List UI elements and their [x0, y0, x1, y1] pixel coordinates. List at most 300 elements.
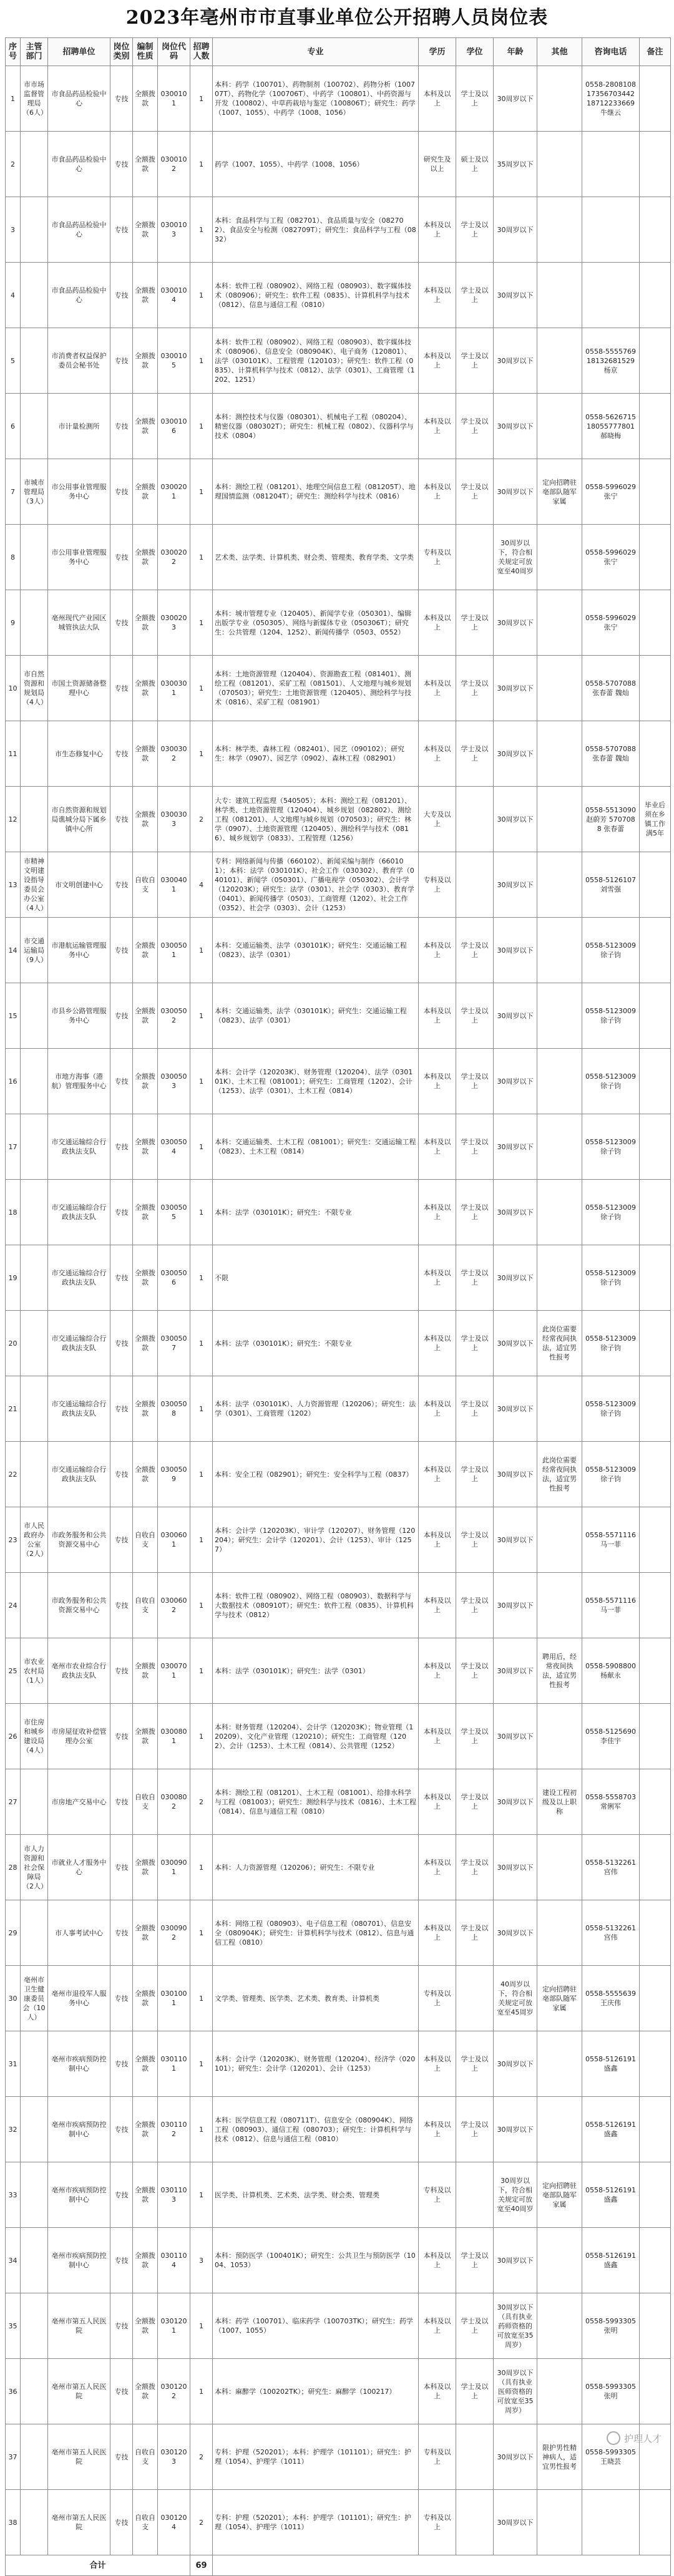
cell-nature: 全额拨款	[133, 1180, 158, 1245]
cell-degree: 学士及以上	[456, 656, 494, 721]
cell-no: 31	[6, 2031, 21, 2097]
cell-other	[537, 2097, 582, 2162]
cell-edu: 本科及以上	[419, 721, 456, 787]
cell-code: 0300506	[158, 1245, 190, 1311]
cell-phone	[582, 2490, 640, 2555]
cell-phone: 0558-5996029 张宁	[582, 590, 640, 656]
table-row	[6, 197, 671, 263]
cell-no: 32	[6, 2097, 21, 2162]
cell-nature: 全额拨款	[133, 2031, 158, 2097]
cell-dept	[21, 394, 48, 459]
cell-note	[640, 1507, 671, 1573]
header-cell: 备注	[640, 38, 671, 66]
table-row	[6, 1573, 671, 1638]
cell-edu: 本科及以上	[419, 2097, 456, 2162]
cell-dept	[21, 525, 48, 590]
cell-other	[537, 721, 582, 787]
cell-code: 0300501	[158, 918, 190, 983]
cell-note	[640, 2228, 671, 2293]
cell-edu: 专科及以上	[419, 2162, 456, 2228]
cell-other	[537, 918, 582, 983]
cell-degree: 学士及以上	[456, 2228, 494, 2293]
cell-no: 23	[6, 1507, 21, 1573]
cell-edu: 本科及以上	[419, 918, 456, 983]
cell-no: 20	[6, 1311, 21, 1376]
cell-age: 30周岁以下	[494, 328, 537, 394]
cell-no: 22	[6, 1442, 21, 1507]
cell-cat: 专技	[110, 66, 133, 132]
cell-cat: 专技	[110, 2293, 133, 2359]
cell-nature: 自收自支	[133, 1507, 158, 1573]
table-row	[6, 1769, 671, 1835]
cell-phone: 0558-5125690 李佳宇	[582, 1704, 640, 1769]
cell-phone: 0558-5126107 刘雪强	[582, 852, 640, 918]
cell-major: 本科：预防医学（100401K）；研究生：公共卫生与预防医学（1004、1053）	[213, 2228, 419, 2293]
cell-phone	[582, 197, 640, 263]
cell-code: 0300201	[158, 459, 190, 525]
cell-phone: 0558-5555769 18132681529 杨京	[582, 328, 640, 394]
cell-num: 2	[190, 1769, 213, 1835]
cell-phone: 0558-5513090 赵蔚芳 5707088 张春蕾	[582, 787, 640, 852]
cell-unit: 市政务服务和公共资源交易中心	[48, 1573, 110, 1638]
cell-unit: 市国土资源储备整理中心	[48, 656, 110, 721]
cell-cat: 专技	[110, 2228, 133, 2293]
cell-major: 本科：测绘工程（081201）、地理空间信息工程（081205T）、地理国情监测（081204T）；研究生：测绘科学与技术（0816）	[213, 459, 419, 525]
cell-dept	[21, 2359, 48, 2424]
cell-other	[537, 1114, 582, 1180]
cell-nature: 自收自支	[133, 852, 158, 918]
cell-note	[640, 1704, 671, 1769]
cell-nature: 全额拨款	[133, 1376, 158, 1442]
cell-unit: 亳州市第五人民医院	[48, 2490, 110, 2555]
cell-dept	[21, 328, 48, 394]
cell-major: 医学类、计算机类、艺术类、法学类、财会类、管理类	[213, 2162, 419, 2228]
cell-no: 16	[6, 1049, 21, 1114]
cell-phone: 0558-5571116 马一菲	[582, 1573, 640, 1638]
watermark	[607, 2431, 662, 2445]
cell-code: 0300106	[158, 394, 190, 459]
cell-num: 1	[190, 1245, 213, 1311]
cell-no: 10	[6, 656, 21, 721]
cell-dept: 市住房和城乡建设局（4人）	[21, 1704, 48, 1769]
cell-note	[640, 918, 671, 983]
cell-other	[537, 983, 582, 1049]
total-label: 合计	[6, 2555, 190, 2576]
cell-age: 35周岁以下	[494, 132, 537, 197]
cell-major: 艺术类、法学类、计算机类、财会类、管理类、教育学类、文学类	[213, 525, 419, 590]
cell-nature: 全额拨款	[133, 918, 158, 983]
cell-dept: 市人力资源和社会保障局（2人）	[21, 1835, 48, 1900]
cell-cat: 专技	[110, 1114, 133, 1180]
cell-num: 1	[190, 525, 213, 590]
cell-other: 此岗位需要经常夜间执法，适宜男性报考	[537, 1442, 582, 1507]
cell-unit: 市计量检测所	[48, 394, 110, 459]
cell-phone: 0558-5123009 徐子钧	[582, 1442, 640, 1507]
cell-phone: 0558-5123009 徐子钧	[582, 1376, 640, 1442]
cell-degree: 学士及以上	[456, 1180, 494, 1245]
cell-age: 30周岁以下	[494, 1114, 537, 1180]
cell-degree: 学士及以上	[456, 1704, 494, 1769]
cell-edu: 本科及以上	[419, 2031, 456, 2097]
cell-degree: 学士及以上	[456, 1900, 494, 1966]
cell-cat: 专技	[110, 852, 133, 918]
cell-no: 28	[6, 1835, 21, 1900]
table-row	[6, 66, 671, 132]
cell-major: 本科：法学（030101K）；研究生：不限专业	[213, 1311, 419, 1376]
cell-edu: 本科及以上	[419, 263, 456, 328]
cell-dept	[21, 1049, 48, 1114]
cell-edu: 本科及以上	[419, 1180, 456, 1245]
cell-major: 药学（1007、1055）、中药学（1008、1056）	[213, 132, 419, 197]
cell-age: 30周岁以下	[494, 2424, 537, 2490]
cell-nature: 全额拨款	[133, 721, 158, 787]
cell-note	[640, 1900, 671, 1966]
cell-phone: 0558-5558703 常俐军	[582, 1769, 640, 1835]
cell-num: 3	[190, 2228, 213, 2293]
cell-cat: 专技	[110, 1180, 133, 1245]
cell-age: 30周岁以下	[494, 852, 537, 918]
table-row	[6, 2359, 671, 2424]
cell-degree: 学士及以上	[456, 1573, 494, 1638]
cell-note	[640, 1835, 671, 1900]
cell-phone: 0558-5126191 盛鑫	[582, 2031, 640, 2097]
cell-num: 1	[190, 328, 213, 394]
cell-dept: 亳州市卫生健康委员会（10人）	[21, 1966, 48, 2031]
cell-major: 大专：建筑工程监理（540505）；本科：测绘工程（081201）、林学类、土地资源管理（120404）、城乡规划（082802）、测绘工程（081201）、人文地理与城乡规划（070503）；研究生：林学（0907）、土地资源管理（120405）、测绘科学与技术（0816）、城乡规划学（0833）、工程管理（1256）	[213, 787, 419, 852]
cell-age: 30周岁以下	[494, 66, 537, 132]
cell-degree: 学士及以上	[456, 1638, 494, 1704]
cell-unit: 市交通运输综合行政执法支队	[48, 1245, 110, 1311]
cell-dept	[21, 2097, 48, 2162]
cell-other	[537, 66, 582, 132]
cell-code: 0300801	[158, 1704, 190, 1769]
table-row	[6, 2293, 671, 2359]
cell-no: 37	[6, 2424, 21, 2490]
cell-cat: 专技	[110, 1835, 133, 1900]
table-row	[6, 1835, 671, 1900]
cell-phone: 0558-5123009 徐子钧	[582, 1311, 640, 1376]
cell-unit: 亳州市退役军人服务中心	[48, 1966, 110, 2031]
cell-other	[537, 132, 582, 197]
cell-unit: 市食品药品检验中心	[48, 197, 110, 263]
cell-note	[640, 1245, 671, 1311]
cell-age: 30周岁以下	[494, 1507, 537, 1573]
cell-note: 毕业后须在乡镇工作满5年	[640, 787, 671, 852]
cell-no: 2	[6, 132, 21, 197]
cell-edu: 本科及以上	[419, 1769, 456, 1835]
cell-code: 0300505	[158, 1180, 190, 1245]
cell-dept: 市农业农村局（1人）	[21, 1638, 48, 1704]
cell-note	[640, 328, 671, 394]
cell-degree	[456, 1966, 494, 2031]
cell-degree: 学士及以上	[456, 983, 494, 1049]
table-row	[6, 1180, 671, 1245]
cell-age: 30周岁以下（具有执业药师资格的可放宽至35周岁）	[494, 2293, 537, 2359]
header-cell: 咨询电话	[582, 38, 640, 66]
cell-code: 0301202	[158, 2359, 190, 2424]
cell-dept	[21, 2424, 48, 2490]
cell-note	[640, 656, 671, 721]
cell-degree: 学士及以上	[456, 1507, 494, 1573]
cell-cat: 专技	[110, 1507, 133, 1573]
table-row	[6, 459, 671, 525]
cell-other	[537, 590, 582, 656]
cell-unit: 市地方海事（港航）管理服务中心	[48, 1049, 110, 1114]
cell-cat: 专技	[110, 1245, 133, 1311]
cell-age: 30周岁以下（具有执业医师资格的可放宽至35周岁）	[494, 2359, 537, 2424]
cell-edu: 本科及以上	[419, 1114, 456, 1180]
cell-num: 1	[190, 983, 213, 1049]
cell-age: 30周岁以下	[494, 459, 537, 525]
cell-no: 21	[6, 1376, 21, 1442]
cell-no: 36	[6, 2359, 21, 2424]
cell-cat: 专技	[110, 1311, 133, 1376]
cell-age: 30周岁以下	[494, 983, 537, 1049]
cell-edu: 专科及以上	[419, 2490, 456, 2555]
cell-code: 0300901	[158, 1835, 190, 1900]
cell-edu: 本科及以上	[419, 197, 456, 263]
cell-age: 30周岁以下	[494, 656, 537, 721]
cell-degree: 学士及以上	[456, 1114, 494, 1180]
cell-note	[640, 394, 671, 459]
cell-nature: 全额拨款	[133, 328, 158, 394]
cell-dept	[21, 983, 48, 1049]
header-cell: 岗位类别	[110, 38, 133, 66]
cell-cat: 专技	[110, 263, 133, 328]
cell-no: 27	[6, 1769, 21, 1835]
cell-unit: 市食品药品检验中心	[48, 66, 110, 132]
cell-cat: 专技	[110, 918, 133, 983]
table-row	[6, 2228, 671, 2293]
cell-nature: 全额拨款	[133, 2359, 158, 2424]
cell-note	[640, 197, 671, 263]
cell-num: 2	[190, 787, 213, 852]
cell-major: 本科：药学（100701）、药物制剂（100702）、药物分析（100707T）、药物化学（100706T）、中药学（100801）、中药资源与开发（100802）、中草药栽培与鉴定（100806T）；研究生：药学（1007、1055）、中药学（1008、1056）	[213, 66, 419, 132]
cell-other	[537, 2031, 582, 2097]
table-row	[6, 590, 671, 656]
cell-num: 1	[190, 918, 213, 983]
cell-unit: 市就业人才服务中心	[48, 1835, 110, 1900]
cell-cat: 专技	[110, 328, 133, 394]
cell-no: 7	[6, 459, 21, 525]
table-row	[6, 1114, 671, 1180]
cell-nature: 自收自支	[133, 2424, 158, 2490]
cell-dept	[21, 1442, 48, 1507]
cell-degree: 学士及以上	[456, 1442, 494, 1507]
cell-major: 本科：软件工程（080902）、网络工程（080903）、数字媒体技术（080906）、信息安全（080904K）、电子商务（120801）、法学（030101K）、工程管理（120103）；研究生：软件工程（0835）、计算机科学与技术（0812）、法学（0301）、工商管理（1202、1251）	[213, 328, 419, 394]
cell-dept: 市交通运输局（9人）	[21, 918, 48, 983]
cell-edu: 本科及以上	[419, 1442, 456, 1507]
cell-dept	[21, 2162, 48, 2228]
cell-cat: 专技	[110, 656, 133, 721]
cell-major: 本科：测绘工程（081201）、土木工程（081001）、给排水科学与工程（081003）；研究生：测绘科学与技术（0816）、土木工程（0814）、信息与通信工程（0810）	[213, 1769, 419, 1835]
cell-note	[640, 1573, 671, 1638]
cell-edu: 本科及以上	[419, 394, 456, 459]
cell-major: 本科：会计学（120203K）、财务管理（120204）、经济学（020101）；研究生：会计学（120201）、会计（1253）	[213, 2031, 419, 2097]
table-row	[6, 1311, 671, 1376]
cell-edu: 本科及以上	[419, 1245, 456, 1311]
cell-note	[640, 2490, 671, 2555]
cell-note	[640, 1376, 671, 1442]
cell-num: 2	[190, 2490, 213, 2555]
cell-code: 0301001	[158, 1966, 190, 2031]
cell-phone: 0558-5571116 马一菲	[582, 1507, 640, 1573]
cell-edu: 研究生及以上	[419, 132, 456, 197]
header-cell: 岗位代码	[158, 38, 190, 66]
table-row	[6, 918, 671, 983]
table-row	[6, 263, 671, 328]
cell-code: 0300601	[158, 1507, 190, 1573]
cell-dept	[21, 197, 48, 263]
cell-phone: 0558-5908800 杨献永	[582, 1638, 640, 1704]
cell-edu: 本科及以上	[419, 2359, 456, 2424]
cell-no: 26	[6, 1704, 21, 1769]
cell-degree: 学士及以上	[456, 66, 494, 132]
cell-cat: 专技	[110, 1704, 133, 1769]
cell-unit: 亳州现代产业园区城管执法大队	[48, 590, 110, 656]
cell-major: 本科：城市管理专业（120405）、新闻学专业（050301）、编辑出版学专业（050305）、网络与新媒体专业（050306T）；研究生：公共管理（1204、1252）、新闻传播学（0503、0552）	[213, 590, 419, 656]
cell-degree	[456, 852, 494, 918]
cell-no: 1	[6, 66, 21, 132]
cell-other: 定向招聘驻亳部队随军家属	[537, 459, 582, 525]
cell-no: 15	[6, 983, 21, 1049]
cell-code: 0300502	[158, 983, 190, 1049]
cell-unit: 市交通运输综合行政执法支队	[48, 1311, 110, 1376]
cell-unit: 亳州市第五人民医院	[48, 2293, 110, 2359]
cell-dept	[21, 263, 48, 328]
cell-phone: 0558-5993305 张明	[582, 2293, 640, 2359]
cell-degree	[456, 525, 494, 590]
cell-major: 文学类、管理类、医学类、艺术类、教育类、计算机类	[213, 1966, 419, 2031]
cell-other	[537, 1376, 582, 1442]
cell-code: 0300104	[158, 263, 190, 328]
cell-edu: 本科及以上	[419, 1638, 456, 1704]
cell-num: 1	[190, 1180, 213, 1245]
cell-edu: 本科及以上	[419, 656, 456, 721]
cell-other: 聘用后，经常夜间执法，适宜男性报考	[537, 1638, 582, 1704]
cell-dept	[21, 1769, 48, 1835]
cell-other	[537, 525, 582, 590]
cell-age: 40周岁以下，符合相关规定可放宽至45周岁	[494, 1966, 537, 2031]
cell-degree: 学士及以上	[456, 1769, 494, 1835]
table-header	[6, 38, 671, 66]
cell-cat: 专技	[110, 1638, 133, 1704]
cell-nature: 全额拨款	[133, 459, 158, 525]
cell-unit: 市生态修复中心	[48, 721, 110, 787]
cell-other	[537, 2359, 582, 2424]
cell-no: 35	[6, 2293, 21, 2359]
positions-table	[5, 37, 671, 2576]
cell-cat: 专技	[110, 787, 133, 852]
cell-no: 13	[6, 852, 21, 918]
cell-nature: 全额拨款	[133, 1114, 158, 1180]
cell-no: 33	[6, 2162, 21, 2228]
cell-no: 5	[6, 328, 21, 394]
cell-edu: 专科及以上	[419, 2424, 456, 2490]
cell-dept: 市自然资源和规划局（4人）	[21, 656, 48, 721]
cell-other: 建设工程初级及以上职称	[537, 1769, 582, 1835]
cell-code: 0300102	[158, 132, 190, 197]
cell-major: 本科：财务管理（120204）、会计学（120203K）；物业管理（120209）、文化产业管理（120210）；研究生：工商管理（1202）、会计（1253）、土木工程（0814）、公共管理（1252）	[213, 1704, 419, 1769]
cell-phone: 0558-5123009 徐子钧	[582, 983, 640, 1049]
cell-age: 30周岁以下	[494, 1376, 537, 1442]
cell-cat: 专技	[110, 983, 133, 1049]
cell-major: 本科：法学（030101K）；研究生：法学（0301）	[213, 1638, 419, 1704]
cell-note	[640, 983, 671, 1049]
cell-nature: 全额拨款	[133, 1311, 158, 1376]
cell-edu: 本科及以上	[419, 590, 456, 656]
cell-no: 30	[6, 1966, 21, 2031]
cell-num: 1	[190, 459, 213, 525]
cell-age: 30周岁以下	[494, 394, 537, 459]
cell-other: 此岗位需要经常夜间执法，适宜男性报考	[537, 1311, 582, 1376]
cell-note	[640, 1442, 671, 1507]
cell-degree: 硕士及以上	[456, 132, 494, 197]
cell-num: 1	[190, 2097, 213, 2162]
cell-phone: 0558-5123009 徐子钧	[582, 1180, 640, 1245]
cell-nature: 全额拨款	[133, 263, 158, 328]
table-row	[6, 132, 671, 197]
cell-nature: 全额拨款	[133, 2228, 158, 2293]
cell-cat: 专技	[110, 394, 133, 459]
cell-other	[537, 787, 582, 852]
cell-unit: 亳州市第五人民医院	[48, 2424, 110, 2490]
cell-dept	[21, 2031, 48, 2097]
cell-cat: 专技	[110, 1769, 133, 1835]
cell-edu: 本科及以上	[419, 1835, 456, 1900]
cell-other: 定向招聘驻亳部队随军家属	[537, 1966, 582, 2031]
cell-phone: 0558-5126191 盛鑫	[582, 2228, 640, 2293]
cell-code: 0300507	[158, 1311, 190, 1376]
cell-dept	[21, 1114, 48, 1180]
cell-dept	[21, 1245, 48, 1311]
cell-num: 1	[190, 1049, 213, 1114]
cell-unit: 市交通运输综合行政执法支队	[48, 1114, 110, 1180]
cell-age: 30周岁以下	[494, 2228, 537, 2293]
cell-note	[640, 1638, 671, 1704]
cell-dept: 市城市管理局（3人）	[21, 459, 48, 525]
cell-nature: 全额拨款	[133, 132, 158, 197]
total-blank	[213, 2555, 671, 2576]
cell-other	[537, 2293, 582, 2359]
cell-code: 0301204	[158, 2490, 190, 2555]
cell-age: 30周岁以下	[494, 2097, 537, 2162]
cell-cat: 专技	[110, 721, 133, 787]
cell-major: 本科：林学类、森林工程（082401）、园艺（090102）；研究生：林学（0907）、园艺学（0902）、森林工程（082901）	[213, 721, 419, 787]
cell-major: 本科：食品科学与工程（082701）、食品质量与安全（082702）、食品安全与检测（082709T）；研究生：食品科学与工程（0832）	[213, 197, 419, 263]
table-row	[6, 328, 671, 394]
cell-dept	[21, 1376, 48, 1442]
cell-nature: 全额拨款	[133, 1900, 158, 1966]
table-row	[6, 787, 671, 852]
cell-other	[537, 1049, 582, 1114]
cell-nature: 全额拨款	[133, 983, 158, 1049]
cell-no: 38	[6, 2490, 21, 2555]
total-value: 69	[190, 2555, 213, 2576]
cell-degree: 学士及以上	[456, 590, 494, 656]
cell-no: 14	[6, 918, 21, 983]
cell-cat: 专技	[110, 2097, 133, 2162]
cell-major: 本科：网络工程（080903）、电子信息工程（080701）、信息安全（080904K）；研究生：计算机科学与技术（0812）、信息与通信工程（0810）	[213, 1900, 419, 1966]
header-cell: 招聘单位	[48, 38, 110, 66]
cell-edu: 本科及以上	[419, 1049, 456, 1114]
cell-nature: 全额拨款	[133, 1245, 158, 1311]
cell-other	[537, 1180, 582, 1245]
page-title: 2023年亳州市市直事业单位公开招聘人员岗位表	[125, 7, 549, 29]
cell-nature: 全额拨款	[133, 394, 158, 459]
cell-degree: 学士及以上	[456, 2359, 494, 2424]
cell-no: 12	[6, 787, 21, 852]
